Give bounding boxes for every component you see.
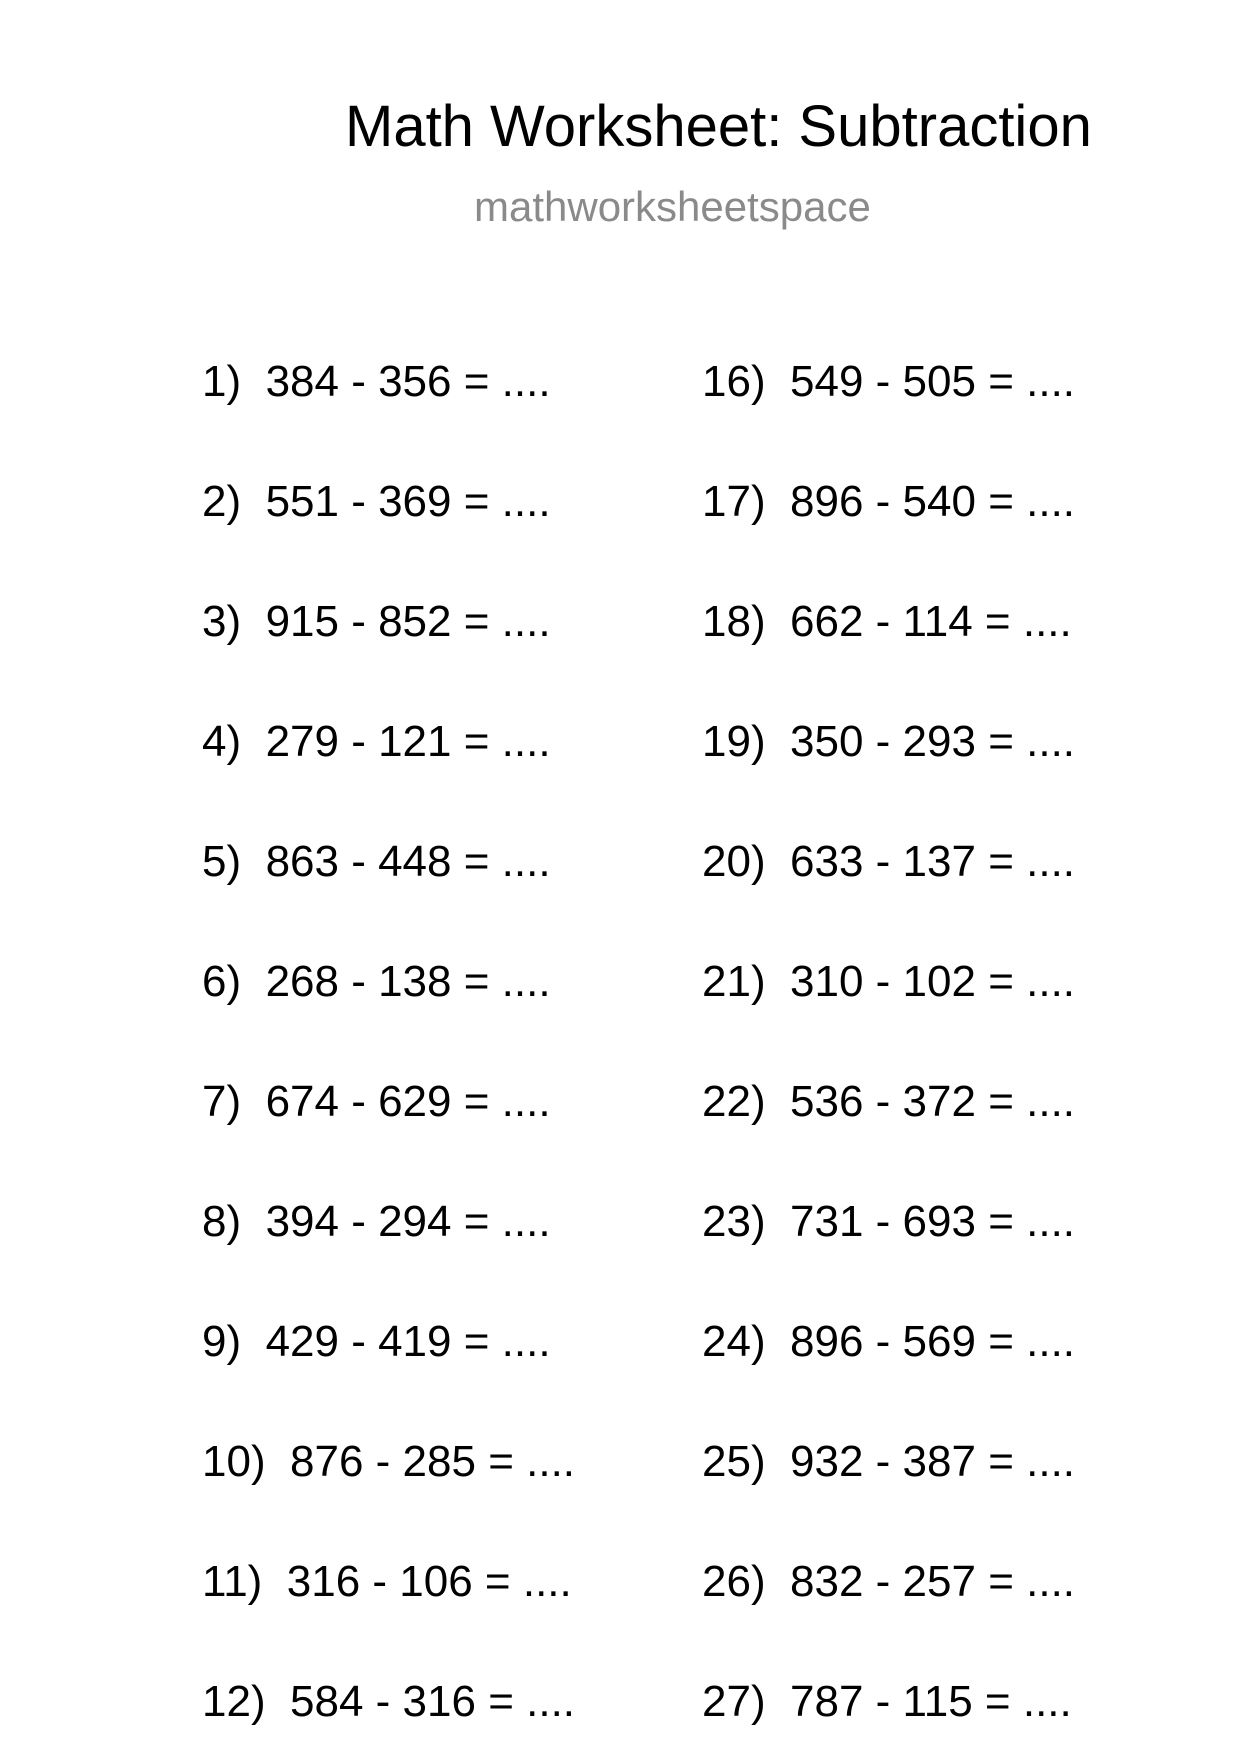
problem-7: 7) 674 - 629 = .... bbox=[202, 1077, 551, 1126]
problem-26: 26) 832 - 257 = .... bbox=[702, 1557, 1076, 1606]
problem-5: 5) 863 - 448 = .... bbox=[202, 837, 551, 886]
problem-2: 2) 551 - 369 = .... bbox=[202, 477, 551, 526]
problem-17: 17) 896 - 540 = .... bbox=[702, 477, 1076, 526]
problem-11: 11) 316 - 106 = .... bbox=[202, 1557, 572, 1606]
problem-25: 25) 932 - 387 = .... bbox=[702, 1437, 1076, 1486]
problem-24: 24) 896 - 569 = .... bbox=[702, 1317, 1076, 1366]
problem-18: 18) 662 - 114 = .... bbox=[702, 597, 1072, 646]
problem-6: 6) 268 - 138 = .... bbox=[202, 957, 551, 1006]
problem-19: 19) 350 - 293 = .... bbox=[702, 717, 1076, 766]
problem-23: 23) 731 - 693 = .... bbox=[702, 1197, 1076, 1246]
problem-20: 20) 633 - 137 = .... bbox=[702, 837, 1076, 886]
problem-22: 22) 536 - 372 = .... bbox=[702, 1077, 1076, 1126]
worksheet-subtitle: mathworksheetspace bbox=[474, 183, 871, 230]
problem-21: 21) 310 - 102 = .... bbox=[702, 957, 1076, 1006]
problem-27: 27) 787 - 115 = .... bbox=[702, 1677, 1072, 1726]
problem-8: 8) 394 - 294 = .... bbox=[202, 1197, 551, 1246]
worksheet-title: Math Worksheet: Subtraction bbox=[345, 94, 1092, 159]
problem-1: 1) 384 - 356 = .... bbox=[202, 357, 551, 406]
problem-9: 9) 429 - 419 = .... bbox=[202, 1317, 551, 1366]
problem-10: 10) 876 - 285 = .... bbox=[202, 1437, 576, 1486]
problem-16: 16) 549 - 505 = .... bbox=[702, 357, 1076, 406]
problem-3: 3) 915 - 852 = .... bbox=[202, 597, 551, 646]
problem-4: 4) 279 - 121 = .... bbox=[202, 717, 551, 766]
problem-12: 12) 584 - 316 = .... bbox=[202, 1677, 576, 1726]
